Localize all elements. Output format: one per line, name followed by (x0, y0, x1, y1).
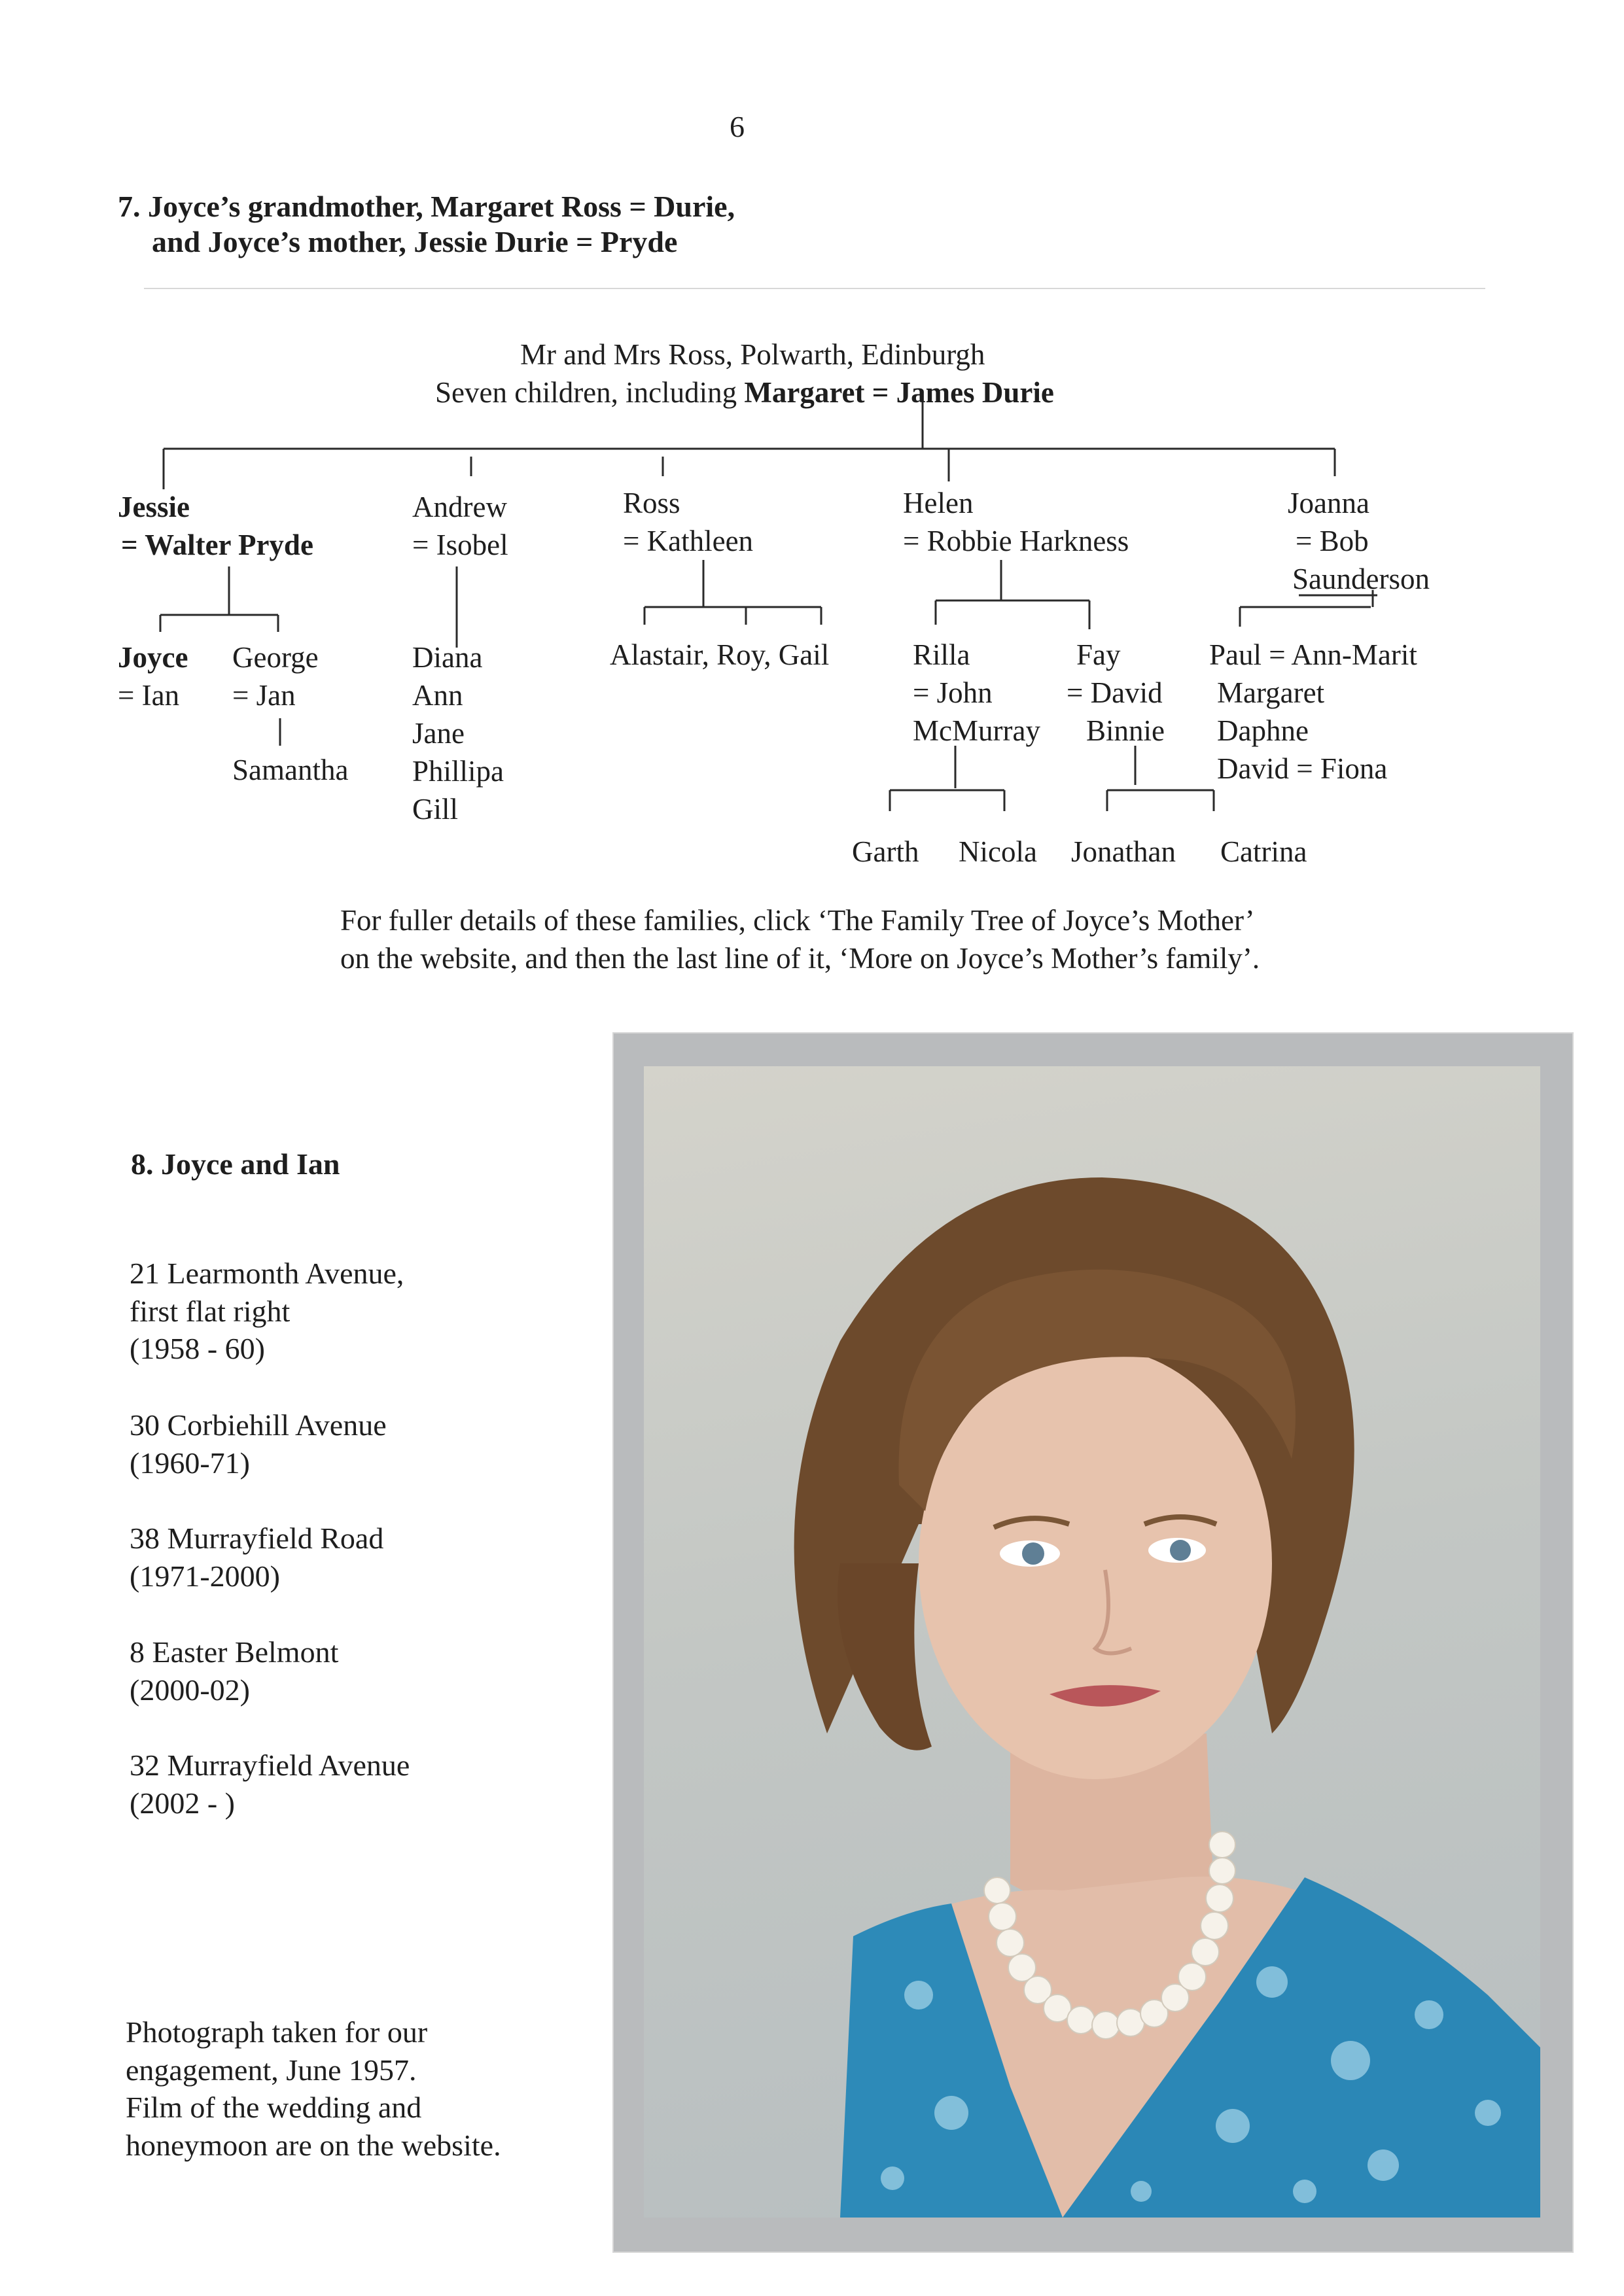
root-children-prefix: Seven children, including (435, 376, 745, 409)
catrina: Catrina (1220, 835, 1307, 868)
portrait-image (644, 1066, 1540, 2218)
ross: Ross (623, 487, 680, 519)
jonathan: Jonathan (1071, 835, 1176, 868)
margaret-james-durie: Margaret = James Durie (744, 376, 1054, 409)
address-2-years: (1960-71) (130, 1446, 250, 1480)
address-5 (130, 1747, 410, 1822)
walter-pryde: = Walter Pryde (121, 529, 313, 561)
address-2 (130, 1406, 387, 1482)
engagement-photograph (644, 1066, 1540, 2218)
address-3-line: 38 Murrayfield Road (130, 1522, 384, 1555)
andrew-child: Diana (412, 641, 483, 674)
address-5-line: 32 Murrayfield Avenue (130, 1748, 410, 1782)
joanna-child: Paul = Ann-Marit (1209, 638, 1417, 671)
george: George (232, 641, 319, 674)
bob: = Bob (1296, 525, 1369, 557)
robbie-harkness: = Robbie Harkness (903, 525, 1129, 557)
photo-frame (614, 1034, 1572, 2252)
caption-line: honeymoon are on the website. (126, 2128, 501, 2162)
address-4 (130, 1633, 338, 1709)
section-7-heading-line-1: 7. Joyce’s grandmother, Margaret Ross = Durie, (118, 190, 735, 223)
section-8-heading: 8. Joyce and Ian (131, 1147, 340, 1181)
fay: Fay (1076, 638, 1121, 671)
address-4-years: (2000-02) (130, 1673, 250, 1707)
rilla: Rilla (913, 638, 970, 671)
andrew-child: Jane (412, 717, 465, 750)
address-3-years: (1971-2000) (130, 1559, 280, 1593)
andrew-child: Gill (412, 793, 459, 826)
jessie: Jessie (118, 491, 190, 523)
mcmurray: McMurray (913, 714, 1040, 747)
kathleen: = Kathleen (623, 525, 754, 557)
garth: Garth (852, 835, 919, 868)
address-5-years: (2002 - ) (130, 1786, 235, 1820)
andrew-child: Ann (412, 679, 463, 712)
helen: Helen (903, 487, 974, 519)
david-binnie-line-1: = David (1067, 676, 1163, 709)
photo-caption (126, 2013, 501, 2164)
fuller-details-line-2: on the website, and then the last line of it, ‘More on Joyce’s Mother’s family’. (340, 942, 1260, 975)
saunderson: Saunderson (1292, 563, 1430, 595)
address-4-line: 8 Easter Belmont (130, 1635, 339, 1669)
ian: = Ian (118, 679, 180, 712)
section-7-heading-line-2: and Joyce’s mother, Jessie Durie = Pryde (152, 225, 678, 258)
address-3 (130, 1520, 383, 1595)
joanna-child: Daphne (1217, 714, 1309, 747)
address-2-line: 30 Corbiehill Avenue (130, 1408, 387, 1442)
andrew: Andrew (412, 491, 507, 523)
samantha: Samantha (232, 754, 349, 786)
joanna-child: Margaret (1217, 676, 1325, 709)
page-number: 6 (730, 110, 745, 143)
caption-line: engagement, June 1957. (126, 2053, 417, 2087)
andrew-child: Phillipa (412, 755, 504, 788)
address-1-line: 21 Learmonth Avenue, (130, 1257, 404, 1290)
address-1-line: first flat right (130, 1294, 291, 1328)
fuller-details-line-1: For fuller details of these families, click ‘The Family Tree of Joyce’s Mother’ (340, 904, 1255, 937)
jan: = Jan (232, 679, 296, 712)
address-1 (130, 1255, 404, 1368)
ross-children: Alastair, Roy, Gail (610, 638, 830, 671)
david-binnie-line-2: Binnie (1086, 714, 1165, 747)
nicola: Nicola (959, 835, 1037, 868)
joanna: Joanna (1288, 487, 1369, 519)
isobel: = Isobel (412, 529, 508, 561)
root-children-line (435, 375, 1054, 410)
address-1-years: (1958 - 60) (130, 1332, 265, 1365)
caption-line: Photograph taken for our (126, 2015, 428, 2049)
joanna-child: David = Fiona (1217, 752, 1388, 785)
root-couple: Mr and Mrs Ross, Polwarth, Edinburgh (520, 338, 985, 371)
john: = John (913, 676, 993, 709)
joyce: Joyce (118, 641, 188, 674)
caption-line: Film of the wedding and (126, 2091, 422, 2124)
